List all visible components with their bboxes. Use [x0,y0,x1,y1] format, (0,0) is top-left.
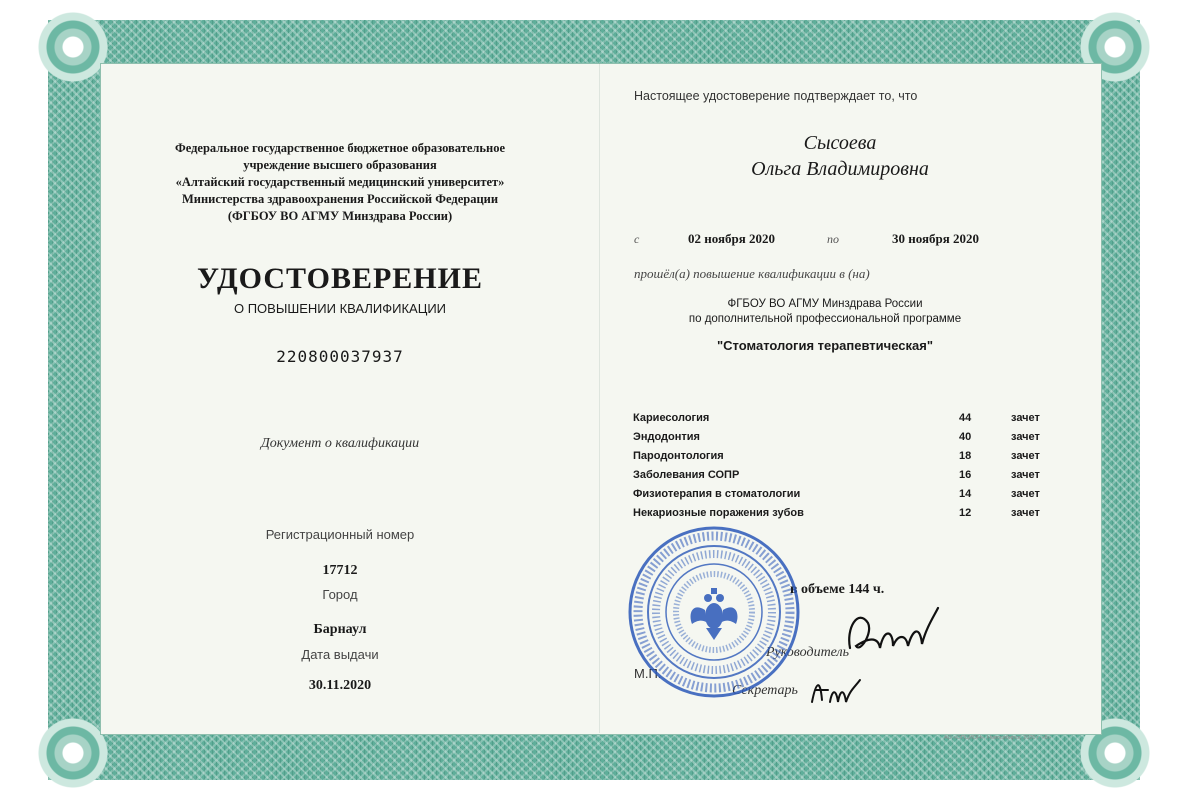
issue-date-label: Дата выдачи [301,647,379,662]
holder-given-names: Ольга Владимировна [751,158,929,180]
institution-block [140,140,540,225]
program-title: "Стоматология терапевтическая" [717,338,933,353]
city-value: Барнаул [313,622,367,637]
institution-line: учреждение высшего образования [243,158,437,172]
corner-ornament [38,718,108,788]
corner-ornament [38,12,108,82]
subject-name: Заболевания СОПР [633,469,740,481]
subject-row [633,431,1053,449]
institution-line: (ФГБОУ ВО АГМУ Минздрава России) [227,209,453,223]
subject-hours: 40 [959,431,972,443]
organization: ФГБОУ ВО АГМУ Минздрава России [727,298,923,310]
issue-date: 30.11.2020 [308,678,372,693]
institution-line: «Алтайский государственный медицинский университет» [175,175,505,189]
subject-name: Кариесология [633,412,710,424]
head-label: Руководитель [766,645,850,660]
date-from: 02 ноября 2020 [688,231,776,246]
program-intro: по дополнительной профессиональной программе [688,313,962,325]
subject-result: зачет [1011,507,1040,519]
subject-hours: 14 [959,488,972,500]
document-subtitle: О ПОВЫШЕНИИ КВАЛИФИКАЦИИ [233,301,447,316]
seal-place-label: М.П. [634,666,662,681]
intro-text: Настоящее удостоверение подтверждает то, что [634,89,918,103]
subject-hours: 44 [959,412,972,424]
subject-hours: 16 [959,469,972,481]
document-title: УДОСТОВЕРЕНИЕ [197,262,483,295]
subject-row [633,469,1053,487]
passed-text: прошёл(а) повышение квалификации в (на) [634,266,870,281]
document-type: Документ о квалификации [260,436,420,451]
registration-label: Регистрационный номер [265,527,415,542]
subject-result: зачет [1011,412,1040,424]
subject-row [633,507,1053,525]
subject-result: зачет [1011,488,1040,500]
subject-result: зачет [1011,450,1040,462]
subject-hours: 12 [959,507,972,519]
date-to: 30 ноября 2020 [892,231,980,246]
head-signature [838,598,948,668]
subject-name: Некариозные поражения зубов [633,507,804,519]
subject-result: зачет [1011,431,1040,443]
holder-surname: Сысоева [803,132,877,154]
subject-result: зачет [1011,469,1040,481]
page-fold [599,63,600,733]
secretary-label: Секретарь [732,683,798,698]
from-label: с [634,232,640,246]
city-label: Город [322,587,358,602]
registration-number: 17712 [322,563,358,578]
subject-row [633,412,1053,430]
secretary-signature [806,672,866,712]
subject-name: Пародонтология [633,450,724,462]
subject-row [633,488,1053,506]
institution-line: Федеральное государственное бюджетное образовательное [174,141,506,155]
to-label: по [827,232,839,246]
official-seal-stamp [626,524,802,700]
serial-number: 220800037937 [276,347,404,366]
total-volume: в объеме 144 ч. [790,582,885,597]
subject-name: Эндодонтия [633,431,700,443]
subject-hours: 18 [959,450,972,462]
subject-row [633,450,1053,468]
subject-name: Физиотерапия в стоматологии [633,488,801,500]
institution-line: Министерства здравоохранения Российской Федерации [181,192,499,206]
printer-note: АО «ОПЦИОН», Новосибирск, 2020 г. «Б» [944,735,1052,741]
